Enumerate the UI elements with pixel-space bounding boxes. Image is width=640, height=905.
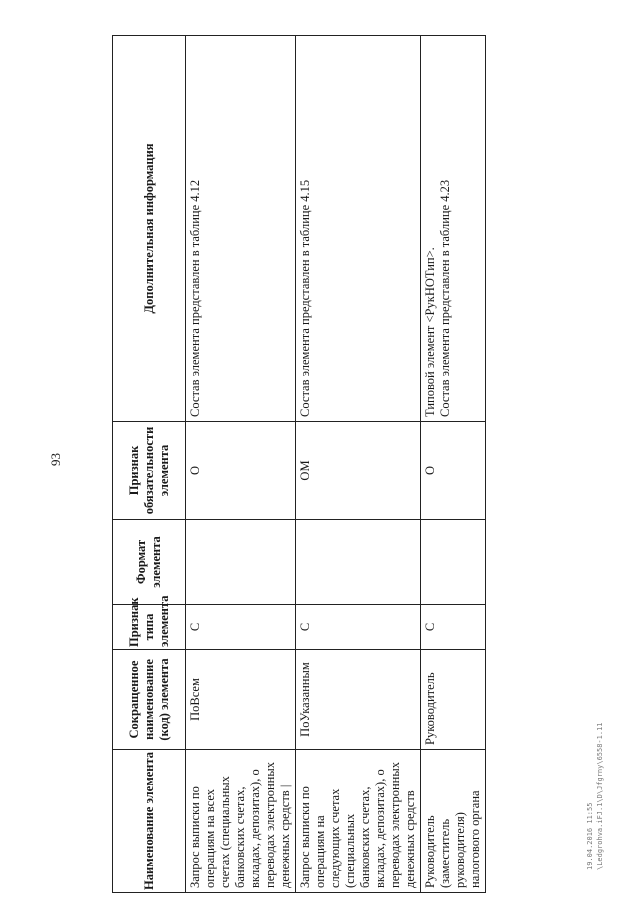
- scan-stamp-line-2: \Ledgrohva.iFJ.1\D\Jfgrny\6558-1.11: [596, 722, 604, 870]
- info-line: Типовой элемент <РукНОТип>.: [423, 247, 437, 417]
- cell-required-flag: ОМ: [296, 422, 421, 520]
- elements-table: [112, 35, 486, 893]
- info-line: Состав элемента представлен в таблице 4.23: [438, 179, 452, 417]
- cell-short-code: ПоВсем: [186, 650, 296, 750]
- page-number: 93: [48, 453, 63, 466]
- table-header-row: [113, 36, 186, 893]
- cell-element-format: [186, 520, 296, 605]
- cell-required-flag: О: [421, 422, 486, 520]
- cell-element-type: С: [296, 605, 421, 650]
- cell-element-format: [296, 520, 421, 605]
- header-element-type: Признак типа элемента: [113, 605, 186, 650]
- table-row: [186, 36, 296, 893]
- header-element-name: Наименование элемента: [113, 750, 186, 893]
- cell-required-flag: О: [186, 422, 296, 520]
- table-row: [296, 36, 421, 893]
- cell-short-code: ПоУказанным: [296, 650, 421, 750]
- header-required-flag: Признак обязательности элемента: [113, 422, 186, 520]
- header-additional-info: Дополнительная информация: [113, 36, 186, 422]
- scan-stamp-line-1: 19.04.2016 11:55: [586, 802, 594, 870]
- cell-element-type: С: [421, 605, 486, 650]
- cell-element-name: Запрос выписки по операциям на всех счетах (специальных банковских счетах, вкладах, депозитах), о переводах электронных денежных средств |: [186, 750, 296, 893]
- cell-additional-info: [421, 36, 486, 422]
- cell-additional-info: Состав элемента представлен в таблице 4.15: [296, 36, 421, 422]
- cell-element-name: Руководитель (заместитель руководителя) налогового органа: [421, 750, 486, 893]
- cell-additional-info: Состав элемента представлен в таблице 4.12: [186, 36, 296, 422]
- header-element-format: Формат элемента: [113, 520, 186, 605]
- cell-element-name: Запрос выписки по операциям на следующих счетах (специальных банковских счетах, вкладах, депозитах), о переводах электронных денежных средств: [296, 750, 421, 893]
- table-row: [421, 36, 486, 893]
- cell-element-format: [421, 520, 486, 605]
- cell-short-code: Руководитель: [421, 650, 486, 750]
- header-short-code: Сокращенное наименование (код) элемента: [113, 650, 186, 750]
- cell-element-type: С: [186, 605, 296, 650]
